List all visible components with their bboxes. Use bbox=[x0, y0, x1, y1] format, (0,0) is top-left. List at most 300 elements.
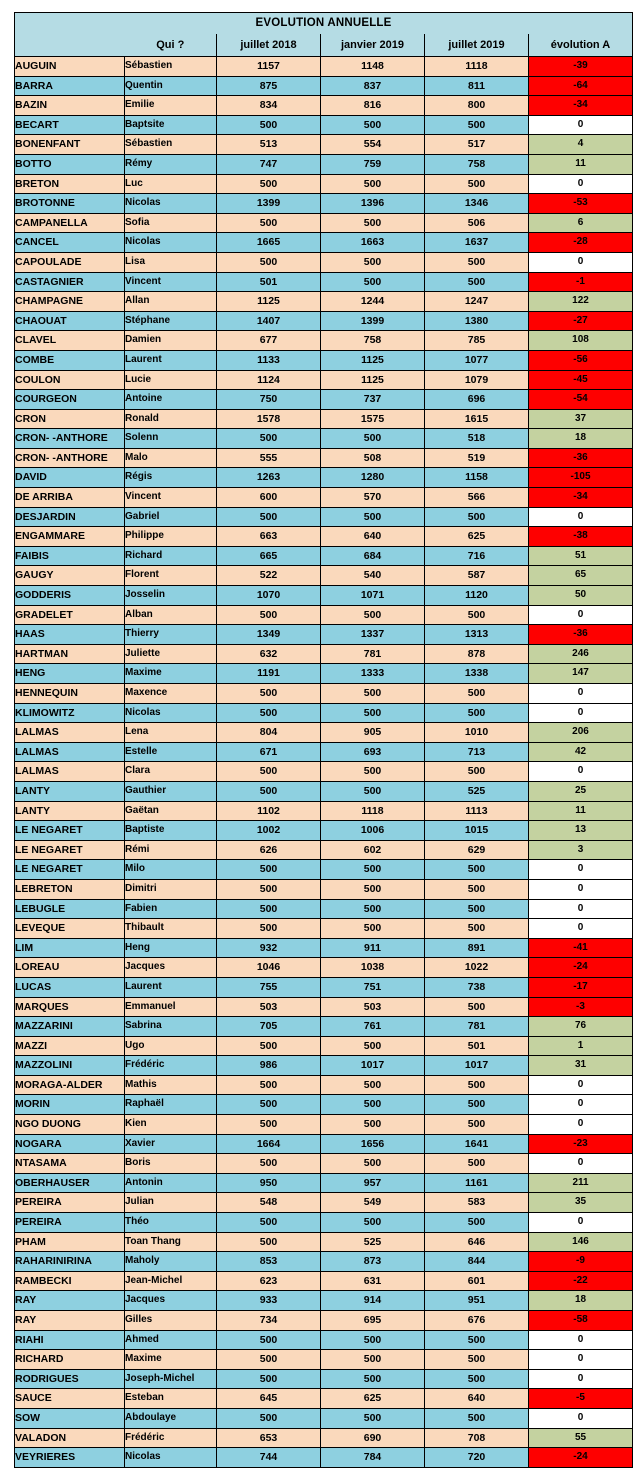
cell-juillet-2019[interactable]: 518 bbox=[425, 429, 529, 449]
cell-prenom[interactable]: Xavier bbox=[125, 1134, 217, 1154]
cell-juillet-2019[interactable]: 640 bbox=[425, 1389, 529, 1409]
cell-evolution[interactable]: -36 bbox=[529, 448, 633, 468]
table-row[interactable] bbox=[15, 605, 633, 625]
cell-prenom[interactable]: Clara bbox=[125, 762, 217, 782]
cell-evolution[interactable]: 3 bbox=[529, 840, 633, 860]
cell-evolution[interactable]: 25 bbox=[529, 781, 633, 801]
cell-prenom[interactable]: Rémy bbox=[125, 154, 217, 174]
cell-juillet-2018[interactable]: 665 bbox=[217, 546, 321, 566]
table-row[interactable] bbox=[15, 644, 633, 664]
cell-prenom[interactable]: Laurent bbox=[125, 350, 217, 370]
cell-evolution[interactable]: -54 bbox=[529, 390, 633, 410]
cell-evolution[interactable]: -17 bbox=[529, 977, 633, 997]
cell-janvier-2019[interactable]: 914 bbox=[321, 1291, 425, 1311]
table-row[interactable] bbox=[15, 135, 633, 155]
cell-prenom[interactable]: Gaëtan bbox=[125, 801, 217, 821]
cell-prenom[interactable]: Kien bbox=[125, 1115, 217, 1135]
column-header-juillet-2018[interactable]: juillet 2018 bbox=[217, 34, 321, 57]
cell-juillet-2018[interactable]: 1407 bbox=[217, 311, 321, 331]
cell-nom[interactable]: LEBRETON bbox=[15, 879, 125, 899]
cell-juillet-2018[interactable]: 500 bbox=[217, 1369, 321, 1389]
table-row[interactable] bbox=[15, 1448, 633, 1468]
cell-evolution[interactable]: 35 bbox=[529, 1193, 633, 1213]
cell-juillet-2019[interactable]: 500 bbox=[425, 919, 529, 939]
cell-juillet-2019[interactable]: 1637 bbox=[425, 233, 529, 253]
cell-nom[interactable]: CRON- -ANTHORE bbox=[15, 448, 125, 468]
cell-janvier-2019[interactable]: 500 bbox=[321, 1213, 425, 1233]
cell-janvier-2019[interactable]: 690 bbox=[321, 1428, 425, 1448]
cell-evolution[interactable]: -5 bbox=[529, 1389, 633, 1409]
cell-evolution[interactable]: 0 bbox=[529, 1369, 633, 1389]
cell-prenom[interactable]: Théo bbox=[125, 1213, 217, 1233]
cell-janvier-2019[interactable]: 1118 bbox=[321, 801, 425, 821]
table-row[interactable] bbox=[15, 899, 633, 919]
cell-nom[interactable]: VEYRIERES bbox=[15, 1448, 125, 1468]
table-row[interactable] bbox=[15, 527, 633, 547]
cell-juillet-2019[interactable]: 1022 bbox=[425, 958, 529, 978]
cell-prenom[interactable]: Jean-Michel bbox=[125, 1271, 217, 1291]
cell-prenom[interactable]: Frédéric bbox=[125, 1056, 217, 1076]
cell-juillet-2018[interactable]: 500 bbox=[217, 1115, 321, 1135]
cell-juillet-2018[interactable]: 500 bbox=[217, 1408, 321, 1428]
cell-juillet-2019[interactable]: 500 bbox=[425, 1369, 529, 1389]
cell-juillet-2018[interactable]: 500 bbox=[217, 507, 321, 527]
cell-evolution[interactable]: -28 bbox=[529, 233, 633, 253]
cell-evolution[interactable]: -38 bbox=[529, 527, 633, 547]
cell-janvier-2019[interactable]: 1333 bbox=[321, 664, 425, 684]
cell-nom[interactable]: VALADON bbox=[15, 1428, 125, 1448]
cell-juillet-2019[interactable]: 500 bbox=[425, 507, 529, 527]
cell-prenom[interactable]: Maxime bbox=[125, 664, 217, 684]
cell-prenom[interactable]: Rémi bbox=[125, 840, 217, 860]
table-row[interactable] bbox=[15, 919, 633, 939]
table-row[interactable] bbox=[15, 958, 633, 978]
table-row[interactable] bbox=[15, 546, 633, 566]
cell-nom[interactable]: RAHARINIRINA bbox=[15, 1252, 125, 1272]
cell-janvier-2019[interactable]: 905 bbox=[321, 723, 425, 743]
cell-juillet-2019[interactable]: 500 bbox=[425, 174, 529, 194]
cell-janvier-2019[interactable]: 554 bbox=[321, 135, 425, 155]
cell-nom[interactable]: MORIN bbox=[15, 1095, 125, 1115]
cell-evolution[interactable]: -22 bbox=[529, 1271, 633, 1291]
cell-prenom[interactable]: Dimitri bbox=[125, 879, 217, 899]
cell-prenom[interactable]: Thibault bbox=[125, 919, 217, 939]
column-header-juillet-2019[interactable]: juillet 2019 bbox=[425, 34, 529, 57]
cell-prenom[interactable]: Stéphane bbox=[125, 311, 217, 331]
cell-prenom[interactable]: Emilie bbox=[125, 96, 217, 116]
table-row[interactable] bbox=[15, 840, 633, 860]
cell-evolution[interactable]: 0 bbox=[529, 860, 633, 880]
cell-juillet-2019[interactable]: 500 bbox=[425, 879, 529, 899]
cell-janvier-2019[interactable]: 781 bbox=[321, 644, 425, 664]
table-row[interactable] bbox=[15, 879, 633, 899]
cell-evolution[interactable]: -39 bbox=[529, 57, 633, 77]
cell-juillet-2019[interactable]: 676 bbox=[425, 1311, 529, 1331]
cell-nom[interactable]: CHAMPAGNE bbox=[15, 292, 125, 312]
cell-juillet-2018[interactable]: 1157 bbox=[217, 57, 321, 77]
cell-prenom[interactable]: Sébastien bbox=[125, 57, 217, 77]
cell-juillet-2018[interactable]: 500 bbox=[217, 429, 321, 449]
cell-janvier-2019[interactable]: 500 bbox=[321, 1036, 425, 1056]
cell-juillet-2018[interactable]: 555 bbox=[217, 448, 321, 468]
cell-juillet-2018[interactable]: 600 bbox=[217, 488, 321, 508]
cell-juillet-2018[interactable]: 500 bbox=[217, 899, 321, 919]
cell-prenom[interactable]: Estelle bbox=[125, 742, 217, 762]
cell-prenom[interactable]: Sofia bbox=[125, 213, 217, 233]
cell-juillet-2018[interactable]: 500 bbox=[217, 684, 321, 704]
cell-juillet-2019[interactable]: 1118 bbox=[425, 57, 529, 77]
cell-janvier-2019[interactable]: 500 bbox=[321, 879, 425, 899]
cell-janvier-2019[interactable]: 500 bbox=[321, 919, 425, 939]
cell-prenom[interactable]: Josselin bbox=[125, 586, 217, 606]
cell-juillet-2018[interactable]: 522 bbox=[217, 566, 321, 586]
cell-evolution[interactable]: 0 bbox=[529, 252, 633, 272]
cell-prenom[interactable]: Vincent bbox=[125, 488, 217, 508]
cell-juillet-2019[interactable]: 1015 bbox=[425, 821, 529, 841]
cell-janvier-2019[interactable]: 500 bbox=[321, 272, 425, 292]
cell-juillet-2018[interactable]: 677 bbox=[217, 331, 321, 351]
cell-evolution[interactable]: 0 bbox=[529, 1115, 633, 1135]
cell-nom[interactable]: AUGUIN bbox=[15, 57, 125, 77]
cell-nom[interactable]: BAZIN bbox=[15, 96, 125, 116]
cell-janvier-2019[interactable]: 500 bbox=[321, 899, 425, 919]
cell-juillet-2018[interactable]: 503 bbox=[217, 997, 321, 1017]
cell-prenom[interactable]: Jacques bbox=[125, 1291, 217, 1311]
cell-janvier-2019[interactable]: 1017 bbox=[321, 1056, 425, 1076]
cell-juillet-2019[interactable]: 1615 bbox=[425, 409, 529, 429]
cell-evolution[interactable]: 51 bbox=[529, 546, 633, 566]
cell-nom[interactable]: PEREIRA bbox=[15, 1213, 125, 1233]
cell-juillet-2018[interactable]: 1046 bbox=[217, 958, 321, 978]
cell-evolution[interactable]: 246 bbox=[529, 644, 633, 664]
table-row[interactable] bbox=[15, 1115, 633, 1135]
cell-prenom[interactable]: Maholy bbox=[125, 1252, 217, 1272]
cell-evolution[interactable]: 0 bbox=[529, 879, 633, 899]
cell-juillet-2019[interactable]: 500 bbox=[425, 899, 529, 919]
cell-juillet-2019[interactable]: 500 bbox=[425, 272, 529, 292]
cell-juillet-2018[interactable]: 626 bbox=[217, 840, 321, 860]
cell-prenom[interactable]: Gauthier bbox=[125, 781, 217, 801]
cell-evolution[interactable]: -36 bbox=[529, 625, 633, 645]
cell-prenom[interactable]: Allan bbox=[125, 292, 217, 312]
cell-janvier-2019[interactable]: 500 bbox=[321, 1075, 425, 1095]
cell-evolution[interactable]: -58 bbox=[529, 1311, 633, 1331]
table-row[interactable] bbox=[15, 311, 633, 331]
column-header-nom[interactable] bbox=[15, 34, 125, 57]
table-row[interactable] bbox=[15, 1232, 633, 1252]
cell-juillet-2019[interactable]: 500 bbox=[425, 1350, 529, 1370]
cell-janvier-2019[interactable]: 1071 bbox=[321, 586, 425, 606]
cell-juillet-2019[interactable]: 501 bbox=[425, 1036, 529, 1056]
cell-evolution[interactable]: 0 bbox=[529, 762, 633, 782]
cell-juillet-2018[interactable]: 623 bbox=[217, 1271, 321, 1291]
cell-nom[interactable]: LIM bbox=[15, 938, 125, 958]
cell-juillet-2018[interactable]: 1125 bbox=[217, 292, 321, 312]
cell-nom[interactable]: PEREIRA bbox=[15, 1193, 125, 1213]
cell-prenom[interactable]: Lucie bbox=[125, 370, 217, 390]
cell-juillet-2019[interactable]: 1346 bbox=[425, 194, 529, 214]
cell-janvier-2019[interactable]: 570 bbox=[321, 488, 425, 508]
cell-janvier-2019[interactable]: 500 bbox=[321, 1408, 425, 1428]
cell-nom[interactable]: ENGAMMARE bbox=[15, 527, 125, 547]
cell-evolution[interactable]: 108 bbox=[529, 331, 633, 351]
cell-janvier-2019[interactable]: 500 bbox=[321, 605, 425, 625]
cell-juillet-2019[interactable]: 781 bbox=[425, 1017, 529, 1037]
table-row[interactable] bbox=[15, 1017, 633, 1037]
cell-evolution[interactable]: -105 bbox=[529, 468, 633, 488]
cell-evolution[interactable]: 146 bbox=[529, 1232, 633, 1252]
cell-juillet-2018[interactable]: 500 bbox=[217, 1350, 321, 1370]
cell-janvier-2019[interactable]: 500 bbox=[321, 1095, 425, 1115]
cell-juillet-2019[interactable]: 1338 bbox=[425, 664, 529, 684]
cell-prenom[interactable]: Frédéric bbox=[125, 1428, 217, 1448]
cell-janvier-2019[interactable]: 1396 bbox=[321, 194, 425, 214]
cell-nom[interactable]: SOW bbox=[15, 1408, 125, 1428]
cell-juillet-2018[interactable]: 834 bbox=[217, 96, 321, 116]
cell-nom[interactable]: RAY bbox=[15, 1311, 125, 1331]
cell-janvier-2019[interactable]: 500 bbox=[321, 703, 425, 723]
cell-prenom[interactable]: Nicolas bbox=[125, 194, 217, 214]
cell-nom[interactable]: LALMAS bbox=[15, 742, 125, 762]
cell-evolution[interactable]: 0 bbox=[529, 1330, 633, 1350]
cell-prenom[interactable]: Damien bbox=[125, 331, 217, 351]
cell-juillet-2019[interactable]: 696 bbox=[425, 390, 529, 410]
cell-prenom[interactable]: Maxime bbox=[125, 1350, 217, 1370]
cell-prenom[interactable]: Lena bbox=[125, 723, 217, 743]
cell-evolution[interactable]: 6 bbox=[529, 213, 633, 233]
cell-nom[interactable]: DAVID bbox=[15, 468, 125, 488]
cell-prenom[interactable]: Malo bbox=[125, 448, 217, 468]
cell-prenom[interactable]: Thierry bbox=[125, 625, 217, 645]
cell-evolution[interactable]: 0 bbox=[529, 899, 633, 919]
table-row[interactable] bbox=[15, 723, 633, 743]
table-row[interactable] bbox=[15, 194, 633, 214]
cell-juillet-2019[interactable]: 525 bbox=[425, 781, 529, 801]
cell-janvier-2019[interactable]: 911 bbox=[321, 938, 425, 958]
cell-evolution[interactable]: 37 bbox=[529, 409, 633, 429]
cell-juillet-2018[interactable]: 548 bbox=[217, 1193, 321, 1213]
cell-juillet-2019[interactable]: 713 bbox=[425, 742, 529, 762]
cell-juillet-2018[interactable]: 932 bbox=[217, 938, 321, 958]
cell-prenom[interactable]: Richard bbox=[125, 546, 217, 566]
cell-juillet-2018[interactable]: 986 bbox=[217, 1056, 321, 1076]
table-row[interactable] bbox=[15, 174, 633, 194]
cell-nom[interactable]: KLIMOWITZ bbox=[15, 703, 125, 723]
cell-prenom[interactable]: Régis bbox=[125, 468, 217, 488]
cell-evolution[interactable]: 55 bbox=[529, 1428, 633, 1448]
cell-juillet-2019[interactable]: 500 bbox=[425, 1213, 529, 1233]
cell-prenom[interactable]: Mathis bbox=[125, 1075, 217, 1095]
cell-evolution[interactable]: -27 bbox=[529, 311, 633, 331]
cell-nom[interactable]: CRON bbox=[15, 409, 125, 429]
cell-juillet-2019[interactable]: 1079 bbox=[425, 370, 529, 390]
cell-nom[interactable]: NOGARA bbox=[15, 1134, 125, 1154]
cell-juillet-2018[interactable]: 500 bbox=[217, 1095, 321, 1115]
cell-janvier-2019[interactable]: 784 bbox=[321, 1448, 425, 1468]
cell-nom[interactable]: FAIBIS bbox=[15, 546, 125, 566]
table-row[interactable] bbox=[15, 1330, 633, 1350]
table-row[interactable] bbox=[15, 331, 633, 351]
cell-janvier-2019[interactable]: 549 bbox=[321, 1193, 425, 1213]
table-row[interactable] bbox=[15, 468, 633, 488]
cell-nom[interactable]: CLAVEL bbox=[15, 331, 125, 351]
cell-prenom[interactable]: Luc bbox=[125, 174, 217, 194]
table-row[interactable] bbox=[15, 252, 633, 272]
table-row[interactable] bbox=[15, 977, 633, 997]
cell-juillet-2019[interactable]: 951 bbox=[425, 1291, 529, 1311]
cell-janvier-2019[interactable]: 631 bbox=[321, 1271, 425, 1291]
cell-juillet-2019[interactable]: 1641 bbox=[425, 1134, 529, 1154]
cell-juillet-2018[interactable]: 500 bbox=[217, 605, 321, 625]
table-row[interactable] bbox=[15, 429, 633, 449]
cell-janvier-2019[interactable]: 503 bbox=[321, 997, 425, 1017]
cell-prenom[interactable]: Boris bbox=[125, 1154, 217, 1174]
cell-nom[interactable]: COURGEON bbox=[15, 390, 125, 410]
cell-janvier-2019[interactable]: 500 bbox=[321, 860, 425, 880]
cell-janvier-2019[interactable]: 737 bbox=[321, 390, 425, 410]
cell-evolution[interactable]: 76 bbox=[529, 1017, 633, 1037]
cell-prenom[interactable]: Heng bbox=[125, 938, 217, 958]
cell-nom[interactable]: LEBUGLE bbox=[15, 899, 125, 919]
cell-juillet-2018[interactable]: 645 bbox=[217, 1389, 321, 1409]
cell-nom[interactable]: CHAOUAT bbox=[15, 311, 125, 331]
cell-juillet-2019[interactable]: 1380 bbox=[425, 311, 529, 331]
cell-juillet-2018[interactable]: 500 bbox=[217, 252, 321, 272]
table-row[interactable] bbox=[15, 272, 633, 292]
cell-janvier-2019[interactable]: 1663 bbox=[321, 233, 425, 253]
cell-prenom[interactable]: Quentin bbox=[125, 76, 217, 96]
cell-janvier-2019[interactable]: 500 bbox=[321, 1154, 425, 1174]
cell-juillet-2018[interactable]: 513 bbox=[217, 135, 321, 155]
cell-juillet-2019[interactable]: 500 bbox=[425, 252, 529, 272]
cell-juillet-2019[interactable]: 519 bbox=[425, 448, 529, 468]
cell-juillet-2019[interactable]: 500 bbox=[425, 684, 529, 704]
cell-juillet-2019[interactable]: 500 bbox=[425, 703, 529, 723]
table-row[interactable] bbox=[15, 625, 633, 645]
cell-juillet-2018[interactable]: 1102 bbox=[217, 801, 321, 821]
table-row[interactable] bbox=[15, 409, 633, 429]
cell-prenom[interactable]: Ahmed bbox=[125, 1330, 217, 1350]
table-row[interactable] bbox=[15, 586, 633, 606]
cell-juillet-2019[interactable]: 1113 bbox=[425, 801, 529, 821]
cell-nom[interactable]: DESJARDIN bbox=[15, 507, 125, 527]
cell-juillet-2019[interactable]: 708 bbox=[425, 1428, 529, 1448]
cell-juillet-2018[interactable]: 1070 bbox=[217, 586, 321, 606]
table-row[interactable] bbox=[15, 1408, 633, 1428]
cell-janvier-2019[interactable]: 693 bbox=[321, 742, 425, 762]
cell-prenom[interactable]: Emmanuel bbox=[125, 997, 217, 1017]
cell-nom[interactable]: PHAM bbox=[15, 1232, 125, 1252]
cell-juillet-2019[interactable]: 517 bbox=[425, 135, 529, 155]
cell-nom[interactable]: LE NEGARET bbox=[15, 840, 125, 860]
cell-prenom[interactable]: Nicolas bbox=[125, 1448, 217, 1468]
table-row[interactable] bbox=[15, 1291, 633, 1311]
cell-juillet-2018[interactable]: 500 bbox=[217, 115, 321, 135]
cell-prenom[interactable]: Toan Thang bbox=[125, 1232, 217, 1252]
column-header-janvier-2019[interactable]: janvier 2019 bbox=[321, 34, 425, 57]
cell-prenom[interactable]: Ronald bbox=[125, 409, 217, 429]
cell-juillet-2019[interactable]: 758 bbox=[425, 154, 529, 174]
table-row[interactable] bbox=[15, 57, 633, 77]
cell-janvier-2019[interactable]: 957 bbox=[321, 1173, 425, 1193]
cell-juillet-2018[interactable]: 933 bbox=[217, 1291, 321, 1311]
cell-evolution[interactable]: -34 bbox=[529, 488, 633, 508]
cell-evolution[interactable]: 11 bbox=[529, 801, 633, 821]
cell-juillet-2018[interactable]: 500 bbox=[217, 1036, 321, 1056]
cell-juillet-2018[interactable]: 500 bbox=[217, 1154, 321, 1174]
cell-janvier-2019[interactable]: 695 bbox=[321, 1311, 425, 1331]
cell-janvier-2019[interactable]: 873 bbox=[321, 1252, 425, 1272]
cell-juillet-2019[interactable]: 1247 bbox=[425, 292, 529, 312]
cell-evolution[interactable]: 18 bbox=[529, 1291, 633, 1311]
table-row[interactable] bbox=[15, 703, 633, 723]
table-row[interactable] bbox=[15, 781, 633, 801]
cell-prenom[interactable]: Raphaël bbox=[125, 1095, 217, 1115]
cell-nom[interactable]: RIAHI bbox=[15, 1330, 125, 1350]
cell-evolution[interactable]: 42 bbox=[529, 742, 633, 762]
cell-juillet-2019[interactable]: 738 bbox=[425, 977, 529, 997]
cell-juillet-2018[interactable]: 747 bbox=[217, 154, 321, 174]
cell-juillet-2018[interactable]: 1399 bbox=[217, 194, 321, 214]
cell-nom[interactable]: BRETON bbox=[15, 174, 125, 194]
cell-evolution[interactable]: 0 bbox=[529, 1075, 633, 1095]
table-row[interactable] bbox=[15, 1252, 633, 1272]
cell-nom[interactable]: LOREAU bbox=[15, 958, 125, 978]
cell-prenom[interactable]: Gilles bbox=[125, 1311, 217, 1331]
table-row[interactable] bbox=[15, 1095, 633, 1115]
cell-nom[interactable]: MAZZOLINI bbox=[15, 1056, 125, 1076]
cell-juillet-2019[interactable]: 1017 bbox=[425, 1056, 529, 1076]
cell-nom[interactable]: BONENFANT bbox=[15, 135, 125, 155]
table-row[interactable] bbox=[15, 821, 633, 841]
cell-prenom[interactable]: Baptiste bbox=[125, 821, 217, 841]
table-row[interactable] bbox=[15, 233, 633, 253]
table-row[interactable] bbox=[15, 1075, 633, 1095]
cell-nom[interactable]: MAZZARINI bbox=[15, 1017, 125, 1037]
cell-juillet-2018[interactable]: 1349 bbox=[217, 625, 321, 645]
cell-prenom[interactable]: Ugo bbox=[125, 1036, 217, 1056]
cell-nom[interactable]: GRADELET bbox=[15, 605, 125, 625]
cell-nom[interactable]: RICHARD bbox=[15, 1350, 125, 1370]
cell-prenom[interactable]: Julian bbox=[125, 1193, 217, 1213]
table-row[interactable] bbox=[15, 997, 633, 1017]
cell-juillet-2019[interactable]: 720 bbox=[425, 1448, 529, 1468]
cell-juillet-2018[interactable]: 500 bbox=[217, 703, 321, 723]
cell-juillet-2019[interactable]: 1077 bbox=[425, 350, 529, 370]
cell-juillet-2018[interactable]: 1124 bbox=[217, 370, 321, 390]
cell-prenom[interactable]: Sébastien bbox=[125, 135, 217, 155]
cell-evolution[interactable]: 0 bbox=[529, 115, 633, 135]
cell-juillet-2019[interactable]: 1161 bbox=[425, 1173, 529, 1193]
cell-nom[interactable]: SAUCE bbox=[15, 1389, 125, 1409]
cell-juillet-2018[interactable]: 1665 bbox=[217, 233, 321, 253]
cell-juillet-2018[interactable]: 653 bbox=[217, 1428, 321, 1448]
cell-juillet-2019[interactable]: 646 bbox=[425, 1232, 529, 1252]
cell-evolution[interactable]: -41 bbox=[529, 938, 633, 958]
cell-juillet-2019[interactable]: 500 bbox=[425, 115, 529, 135]
cell-janvier-2019[interactable]: 1337 bbox=[321, 625, 425, 645]
cell-juillet-2019[interactable]: 1010 bbox=[425, 723, 529, 743]
cell-evolution[interactable]: -24 bbox=[529, 1448, 633, 1468]
cell-evolution[interactable]: 11 bbox=[529, 154, 633, 174]
cell-juillet-2018[interactable]: 853 bbox=[217, 1252, 321, 1272]
cell-evolution[interactable]: 1 bbox=[529, 1036, 633, 1056]
cell-janvier-2019[interactable]: 508 bbox=[321, 448, 425, 468]
cell-janvier-2019[interactable]: 758 bbox=[321, 331, 425, 351]
table-row[interactable] bbox=[15, 76, 633, 96]
table-row[interactable] bbox=[15, 742, 633, 762]
table-row[interactable] bbox=[15, 1350, 633, 1370]
